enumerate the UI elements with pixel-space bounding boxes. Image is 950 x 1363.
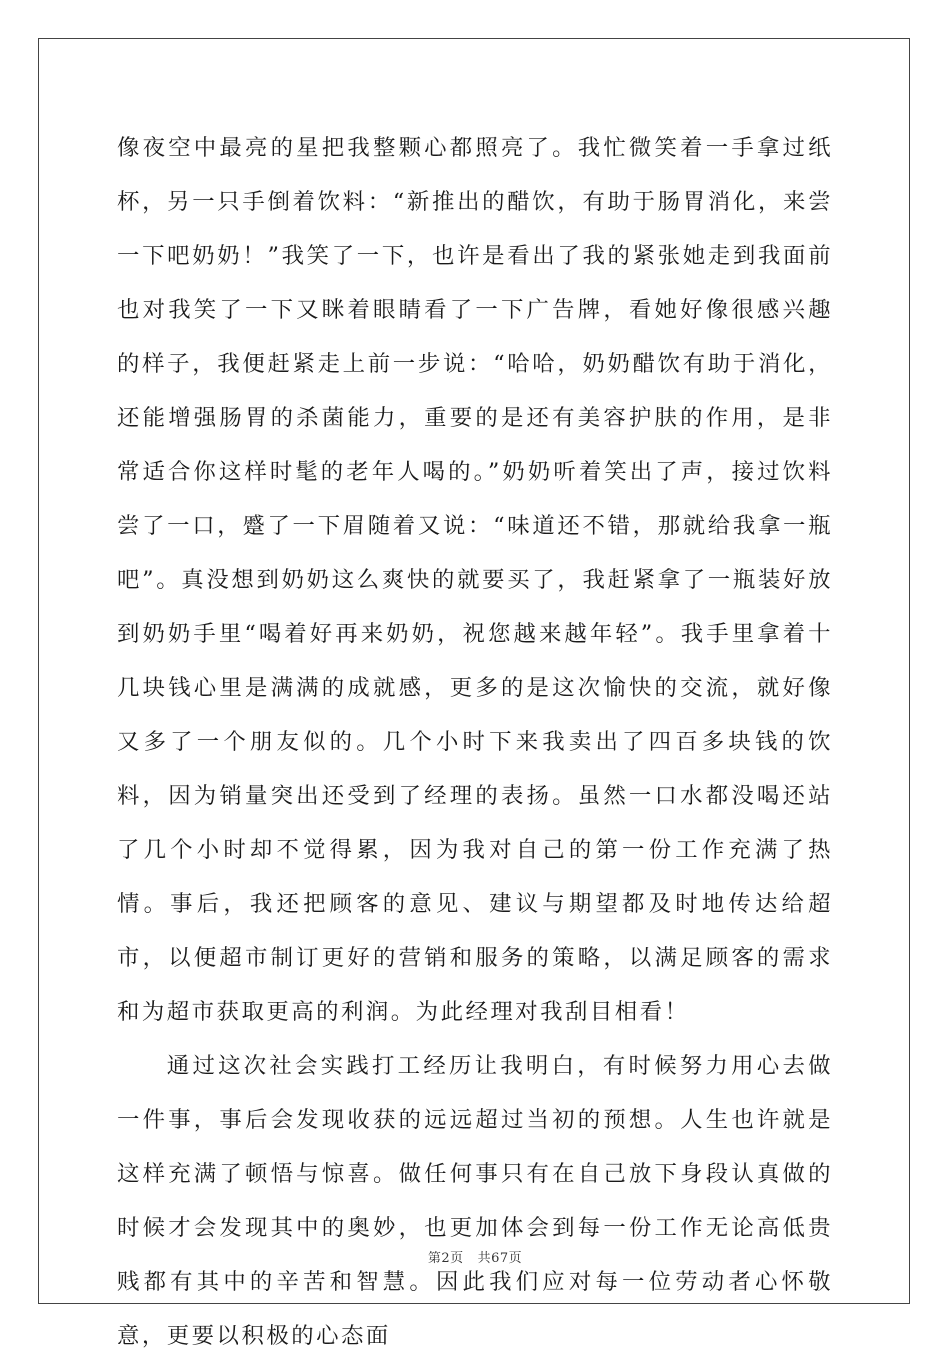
- page-footer: [0, 1247, 950, 1266]
- page-total: 共67页: [477, 1251, 523, 1266]
- paragraph-1: 像夜空中最亮的星把我整颗心都照亮了。我忙微笑着一手拿过纸杯，另一只手倒着饮料：“新推出的醋饮，有助于肠胃消化，来尝一下吧奶奶！”我笑了一下，也许是看出了我的紧张她走到我面前也对我笑了一下又眯着眼睛看了一下广告牌，看她好像很感兴趣的样子，我便赶紧走上前一步说：“哈哈，奶奶醋饮有助于消化，还能增强肠胃的杀菌能力，重要的是还有美容护肤的作用，是非常适合你这样时髦的老年人喝的。”奶奶听着笑出了声，接过饮料尝了一口，蹙了一下眉随着又说：“味道还不错，那就给我拿一瓶吧”。真没想到奶奶这么爽快的就要买了，我赶紧拿了一瓶装好放到奶奶手里“喝着好再来奶奶，祝您越来越年轻”。我手里拿着十几块钱心里是满满的成就感，更多的是这次愉快的交流，就好像又多了一个朋友似的。几个小时下来我卖出了四百多块钱的饮料，因为销量突出还受到了经理的表扬。虽然一口水都没喝还站了几个小时却不觉得累，因为我对自己的第一份工作充满了热情。事后，我还把顾客的意见、建议与期望都及时地传达给超市，以便超市制订更好的营销和服务的策略，以满足顾客的需求和为超市获取更高的利润。为此经理对我刮目相看！: [117, 135, 833, 1025]
- paragraph-2: 通过这次社会实践打工经历让我明白，有时候努力用心去做一件事，事后会发现收获的远远超过当初的预想。人生也许就是这样充满了顿悟与惊喜。做任何事只有在自己放下身段认真做的时候才会发现其中的奥妙，也更加体会到每一份工作无论高低贵贱都有其中的辛苦和智慧。因此我们应对每一位劳动者心怀敬意，更要以积极的心态面: [117, 1053, 833, 1349]
- page-number: 第2页: [427, 1251, 464, 1266]
- document-body: [117, 121, 833, 1363]
